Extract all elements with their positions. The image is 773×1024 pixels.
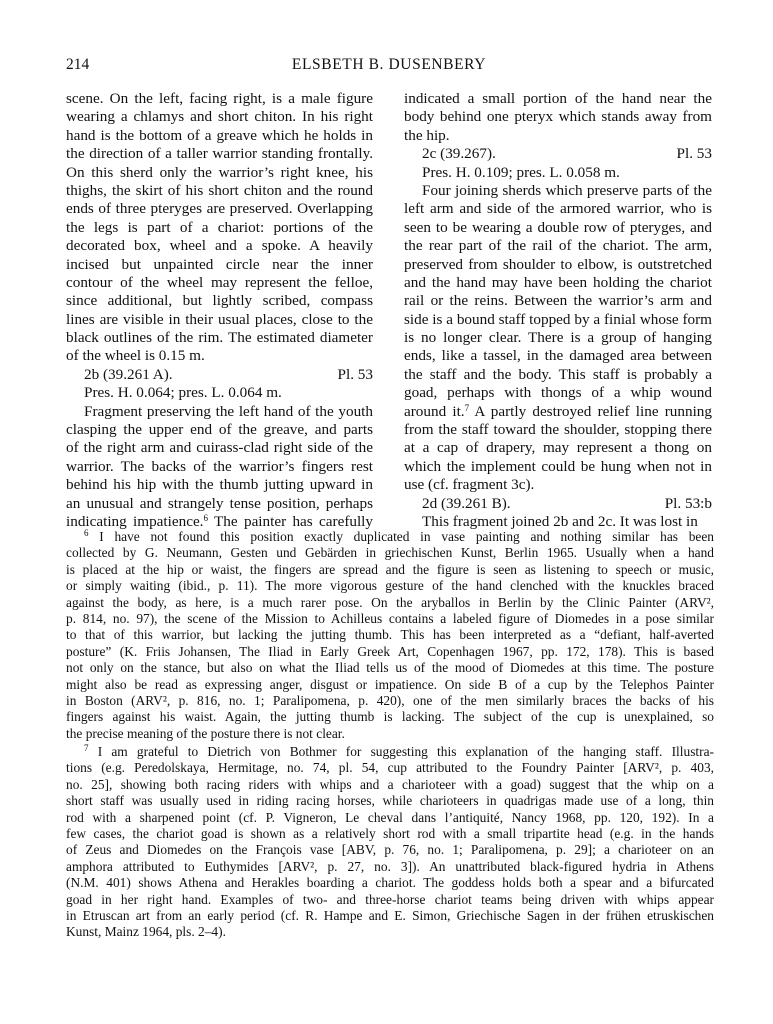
footnote-text: amphora attributed to Euthymides [ARV², p. 27, no. 3]). An unattributed black-figured hydria in Athens — [66, 858, 714, 874]
text-segment: the hip. — [404, 126, 450, 144]
footnote-marker: 7 — [464, 402, 470, 413]
text-segment: hand is the bottom of a greave which he holds in — [66, 126, 373, 144]
text-line — [66, 90, 373, 108]
text-segment: of the right arm and cuirass-clad right side of the — [66, 439, 373, 457]
footnote-line — [66, 908, 714, 924]
text-line — [66, 127, 373, 145]
footnote-line — [66, 892, 714, 908]
text-line — [404, 108, 712, 126]
footnote-text: collected by G. Neumann, Gesten und Gebärden in griechischen Kunst, Berlin 1965. Usually when a hand — [66, 545, 714, 561]
text-line — [404, 164, 712, 182]
footnote-text: Kunst, Mainz 1964, pls. 2–4). — [66, 924, 226, 940]
footnote-marker: 6 — [203, 512, 208, 523]
text-segment: incised but unpainted circle near the inner — [66, 255, 373, 273]
page-number: 214 — [66, 56, 90, 73]
text-segment: of the wheel is 0.15 m. — [66, 347, 205, 365]
text-segment: the direction of a taller warrior standing frontally. — [66, 145, 373, 163]
footnote-line — [66, 529, 714, 545]
text-line — [404, 182, 712, 200]
text-segment: decorated box, wheel and a spoke. A heavily — [66, 237, 373, 255]
footnote-line — [66, 644, 714, 660]
footnote-number: 6 — [84, 528, 89, 538]
text-line — [66, 421, 373, 439]
running-head-author: ELSBETH B. DUSENBERY — [291, 56, 487, 73]
footnote-text: rod with a sharpened point (cf. P. Vigneron, Le cheval dans l’antiquité, Nancy 1968, pp. 120, 192). In a — [66, 809, 714, 825]
catalogue-entry — [66, 366, 373, 384]
text-segment: ends of three pteryges are preserved. Overlapping — [66, 200, 373, 218]
footnote — [66, 529, 714, 742]
text-line — [66, 329, 373, 347]
text-segment: Four joining sherds which preserve parts of the — [422, 181, 712, 199]
footnote-line — [66, 627, 714, 643]
footnote-line — [66, 562, 714, 578]
catalogue-number: 2b (39.261 A). — [84, 365, 173, 383]
footnote-text: p. 814, no. 97), the scene of the Mission to Achilleus contains a labeled figure of Diomedes in a pose similar — [66, 610, 714, 626]
plate-reference: Pl. 53 — [337, 365, 373, 383]
footnote-text: the precise meaning of the posture there is not clear. — [66, 725, 345, 741]
footnote-text: in Etruscan art from an early period (cf. R. Hampe and E. Simon, Griechische Sagen in der frühen etruskischen — [66, 907, 714, 923]
text-line — [404, 366, 712, 384]
text-line — [404, 256, 712, 274]
footnotes — [66, 529, 714, 943]
text-segment: goad, perhaps with thongs of a whip wound — [404, 384, 712, 402]
text-line — [404, 274, 712, 292]
text-segment: from the staff toward the shoulder, stopping there — [404, 421, 712, 439]
catalogue-number: 2d (39.261 B). — [422, 494, 511, 512]
catalogue-number: 2c (39.267). — [422, 145, 496, 163]
running-header — [66, 56, 712, 80]
footnote-line — [66, 744, 714, 760]
text-line — [66, 403, 373, 421]
footnote-text: to that of this warrior, but lacking the jutting thumb. This has been interpreted as a “defiant, half-averted — [66, 627, 714, 643]
text-segment: black outlines of the rim. The estimated diameter — [66, 329, 373, 347]
footnote-line — [66, 842, 714, 858]
footnote-line — [66, 924, 714, 940]
text-line — [404, 347, 712, 365]
text-line — [404, 200, 712, 218]
text-line — [404, 329, 712, 347]
text-line — [66, 458, 373, 476]
text-line — [66, 145, 373, 163]
text-segment: since additional, but lightly scribed, compass — [66, 292, 373, 310]
footnote-text: no. 25], showing both racing riders with whips and a charioteer with a goad) suggest that the whip on a — [66, 776, 714, 792]
footnote-text: might also be read as expressing anger, disgust or impatience. On side B of a cup by the Telephos Painter — [66, 676, 714, 692]
catalogue-entry — [404, 145, 712, 163]
footnote — [66, 744, 714, 941]
footnote-line — [66, 578, 714, 594]
text-line — [66, 200, 373, 218]
text-segment: the rear part of the rail of the chariot. The arm, — [404, 237, 712, 255]
text-segment: scene. On the left, facing right, is a male figure — [66, 90, 373, 107]
footnote-text: fingers against his waist. Again, the jutting thumb is lacking. The subject of the cup is unexplained, so — [66, 709, 714, 725]
footnote-text: I have not found this position exactly duplicated in vase painting and nothing similar has been — [99, 529, 714, 544]
footnote-line — [66, 611, 714, 627]
footnote-line — [66, 777, 714, 793]
text-segment: seen to be wearing a double row of pteryges, and — [404, 218, 712, 236]
text-segment: Fragment preserving the left hand of the youth — [84, 402, 373, 420]
text-line — [404, 90, 712, 108]
footnote-line — [66, 677, 714, 693]
text-segment: the legs is part of a chariot: portions of the — [66, 218, 373, 236]
catalogue-entry — [404, 495, 712, 513]
footnote-line — [66, 859, 714, 875]
footnote-text: in Boston (ARV², p. 816, no. 1; Paralipomena, p. 420), one of the men similarly braces the backs of his — [66, 692, 714, 708]
text-segment: This fragment joined 2b and 2c. It was lost in — [422, 512, 698, 530]
text-segment: wearing a chlamys and short chiton. In his right — [66, 108, 373, 126]
text-line — [66, 164, 373, 182]
text-line — [66, 256, 373, 274]
text-segment: contour of the wheel may represent the felloe, — [66, 273, 373, 291]
text-segment: is no longer clear. There is a group of hanging — [404, 329, 712, 347]
footnote-text: not only on the stance, but also on what the Iliad tells us of the mood of Diomedes at this time. The posture — [66, 660, 714, 676]
footnote-line — [66, 875, 714, 891]
footnote-line — [66, 760, 714, 776]
footnote-line — [66, 545, 714, 561]
footnote-text: posture” (K. Friis Johansen, The Iliad in Early Greek Art, Copenhagen 1967, pp. 172, 178). This is based — [66, 643, 714, 659]
footnote-number: 7 — [84, 743, 89, 754]
footnote-text: is placed at the hip or waist, the fingers are spread and the figure is seen as listening to speech or music, — [66, 561, 714, 577]
text-segment: ends, like a tassel, in the damaged area between — [404, 347, 712, 365]
text-line — [404, 384, 712, 402]
text-segment: the staff and the body. This staff is probably a — [404, 365, 712, 383]
text-segment: body behind one pteryx which stands away from — [404, 108, 712, 126]
text-line — [66, 347, 373, 365]
text-line — [66, 219, 373, 237]
plate-reference: Pl. 53 — [676, 145, 712, 163]
text-segment: use (cf. fragment 3c). — [404, 476, 535, 494]
text-segment: indicated a small portion of the hand near the — [404, 90, 712, 107]
footnote-line — [66, 595, 714, 611]
footnote-text: tions (e.g. Peredolskaya, Hermitage, no. 74, pl. 54, cup attributed to the Foundry Painter [ARV², p. 403, — [66, 760, 714, 776]
left-column — [66, 90, 373, 531]
text-line — [404, 219, 712, 237]
text-line — [404, 458, 712, 476]
text-segment: Pres. H. 0.064; pres. L. 0.064 m. — [84, 384, 282, 402]
text-line — [404, 311, 712, 329]
footnote-line — [66, 660, 714, 676]
text-line — [66, 476, 373, 494]
text-segment: indicating impatience. — [66, 512, 204, 530]
text-segment: side is a bound staff topped by a finial whose form — [404, 310, 712, 328]
text-line — [404, 476, 712, 494]
text-segment: On this sherd only the warrior’s right knee, his — [66, 163, 373, 181]
footnote-text: I am grateful to Dietrich von Bothmer for suggesting this explanation of the hanging staff. Illustra- — [97, 744, 714, 760]
text-segment: warrior. The backs of the warrior’s fingers rest — [66, 457, 373, 475]
text-segment: The painter has carefully — [207, 512, 373, 530]
text-line — [66, 292, 373, 310]
footnote-text: goad in her right hand. Examples of two- and three-horse chariot teams being driven with whips appear — [66, 891, 714, 907]
text-segment: clasping the upper end of the greave, and parts — [66, 421, 373, 439]
text-segment: at a cap of drapery, may represent a thong on — [404, 439, 712, 457]
footnote-line — [66, 810, 714, 826]
text-segment: behind his hip with the thumb jutting upward in — [66, 476, 373, 494]
text-segment: and the hand may have been holding the chariot — [404, 273, 712, 291]
footnote-line — [66, 793, 714, 809]
footnote-text: few cases, the chariot goad is shown as a relatively short rod with a small tripartite head (e.g. in the hands — [66, 826, 714, 842]
text-segment: left arm and side of the armored warrior, who is — [404, 200, 712, 218]
text-line — [66, 384, 373, 402]
text-segment: Pres. H. 0.109; pres. L. 0.058 m. — [422, 163, 620, 181]
text-line — [404, 237, 712, 255]
right-column — [404, 90, 712, 531]
text-segment: rail or the reins. Between the warrior’s arm and — [404, 292, 712, 310]
text-segment: an unusual and strangely tense position, perhaps — [66, 494, 373, 512]
text-segment: lines are visible in their usual places, close to the — [66, 310, 373, 328]
footnote-line — [66, 726, 714, 742]
text-line — [66, 274, 373, 292]
text-line — [66, 439, 373, 457]
footnote-line — [66, 709, 714, 725]
text-line — [66, 237, 373, 255]
text-line — [66, 108, 373, 126]
footnote-text: against the body, as here, is a much rarer pose. On the aryballos in Berlin by the Clinic Painter (ARV², — [66, 594, 714, 610]
text-line — [66, 182, 373, 200]
footnote-text: of Zeus and Diomedes on the François vase [ABV, p. 76, no. 1; Paralipomena, p. 29]; a charioteer on an — [66, 842, 714, 858]
text-line — [66, 311, 373, 329]
text-line — [404, 127, 712, 145]
footnote-text: or simply waiting (ibid., p. 11). The more vigorous gesture of the hand clenched with the knuckles braced — [66, 578, 714, 594]
footnote-text: (N.M. 401) shows Athena and Herakles boarding a chariot. The goddess holds both a spear and a bifurcated — [66, 875, 714, 891]
footnote-line — [66, 826, 714, 842]
text-segment: around it. — [404, 402, 465, 420]
text-segment: preserved from shoulder to elbow, is outstretched — [404, 255, 712, 273]
footnote-text: short staff was usually used in riding racing horses, while charioteers in quadrigas made use of a long, thin — [66, 793, 714, 809]
text-segment: A partly destroyed relief line running — [469, 402, 712, 420]
text-line — [404, 403, 712, 421]
plate-reference: Pl. 53:b — [664, 494, 712, 512]
text-segment: thighs, the skirt of his short chiton and the round — [66, 181, 373, 199]
text-line — [66, 495, 373, 513]
text-line — [404, 421, 712, 439]
text-line — [404, 439, 712, 457]
footnote-line — [66, 693, 714, 709]
text-segment: which the implement could be hung when not in — [404, 457, 712, 475]
text-line — [404, 292, 712, 310]
